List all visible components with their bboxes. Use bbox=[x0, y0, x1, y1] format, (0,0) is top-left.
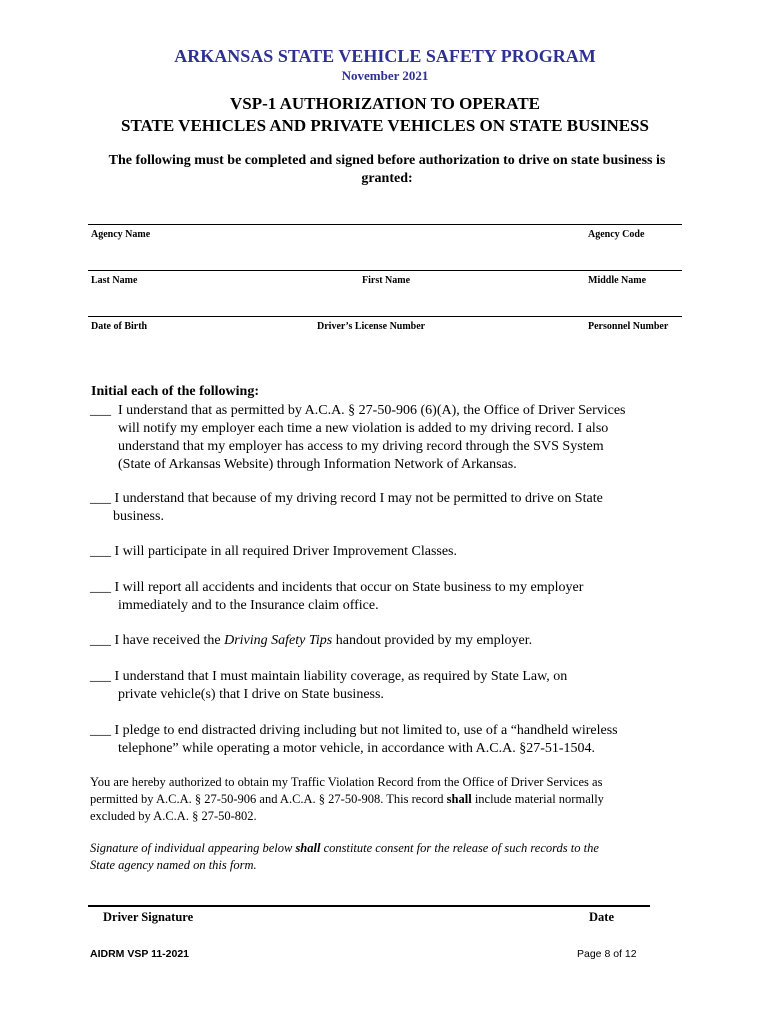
first-name-label: First Name bbox=[362, 275, 411, 286]
initial-blank[interactable]: ___ bbox=[90, 580, 111, 595]
initial-item-4: ___ I will report all accidents and incidents that occur on State business to my employer immediately and to the Insurance claim office. bbox=[90, 580, 584, 613]
authorization-paragraph: You are hereby authorized to obtain my Traffic Violation Record from the Office of Driver Services as permitted by A.C.A. § 27-50-906 and A.C.A. § 27-50-908. This record shall include material normally excluded by A.C.A. § 27-50-802. bbox=[90, 775, 604, 823]
personnel-number-label: Personnel Number bbox=[588, 321, 669, 332]
last-name-label: Last Name bbox=[91, 275, 138, 286]
form-id: AIDRM VSP 11-2021 bbox=[90, 948, 190, 960]
license-label: Driver’s License Number bbox=[317, 321, 426, 332]
initial-blank[interactable]: ___ bbox=[90, 491, 111, 506]
initial-item-5: ___ I have received the Driving Safety Tips handout provided by my employer. bbox=[90, 633, 533, 648]
initials-heading: Initial each of the following: bbox=[91, 384, 259, 399]
dob-label: Date of Birth bbox=[91, 321, 148, 332]
middle-name-label: Middle Name bbox=[588, 275, 647, 286]
initial-item-2: ___ I understand that because of my driving record I may not be permitted to drive on State business. bbox=[90, 491, 603, 524]
initial-item-1: ___ I understand that as permitted by A.C.A. § 27-50-906 (6)(A), the Office of Driver Services will notify my employer each time a new violation is added to my driving record. I also understand that my employer has access to my driving record through the SVS System (State of Arkansas Website) through Information Network of Arkansas. bbox=[90, 403, 626, 472]
agency-code-label: Agency Code bbox=[588, 229, 645, 240]
signature-line[interactable] bbox=[88, 905, 650, 907]
initial-blank[interactable]: ___ bbox=[90, 723, 111, 738]
agency-line[interactable] bbox=[88, 224, 682, 225]
name-line[interactable] bbox=[88, 270, 682, 271]
form-title-line1: VSP-1 AUTHORIZATION TO OPERATE bbox=[230, 94, 540, 113]
page-number: Page 8 of 12 bbox=[577, 948, 637, 960]
initial-blank[interactable]: ___ bbox=[90, 633, 111, 648]
consent-paragraph: Signature of individual appearing below shall constitute consent for the release of such records to the State agency named on this form. bbox=[90, 841, 599, 872]
instruction-text: The following must be completed and signed before authorization to drive on state business is granted: bbox=[108, 153, 666, 186]
initial-blank[interactable]: ___ bbox=[90, 403, 111, 418]
program-title: ARKANSAS STATE VEHICLE SAFETY PROGRAM bbox=[174, 46, 596, 66]
id-line[interactable] bbox=[88, 316, 682, 317]
initial-item-3: ___ I will participate in all required Driver Improvement Classes. bbox=[90, 544, 458, 559]
revision-date: November 2021 bbox=[341, 68, 429, 83]
agency-name-label: Agency Name bbox=[91, 229, 151, 240]
date-label: Date bbox=[589, 910, 614, 924]
initial-blank[interactable]: ___ bbox=[90, 669, 111, 684]
driver-signature-label: Driver Signature bbox=[103, 910, 194, 924]
initial-blank[interactable]: ___ bbox=[90, 544, 111, 559]
form-title-line2: STATE VEHICLES AND PRIVATE VEHICLES ON STATE BUSINESS bbox=[121, 116, 649, 135]
initial-item-7: ___ I pledge to end distracted driving including but not limited to, use of a “handheld wireless telephone” while operating a motor vehicle, in accordance with A.C.A. §27-51-1504. bbox=[90, 723, 618, 756]
initial-item-6: ___ I understand that I must maintain liability coverage, as required by State Law, on private vehicle(s) that I drive on State business. bbox=[90, 669, 568, 702]
